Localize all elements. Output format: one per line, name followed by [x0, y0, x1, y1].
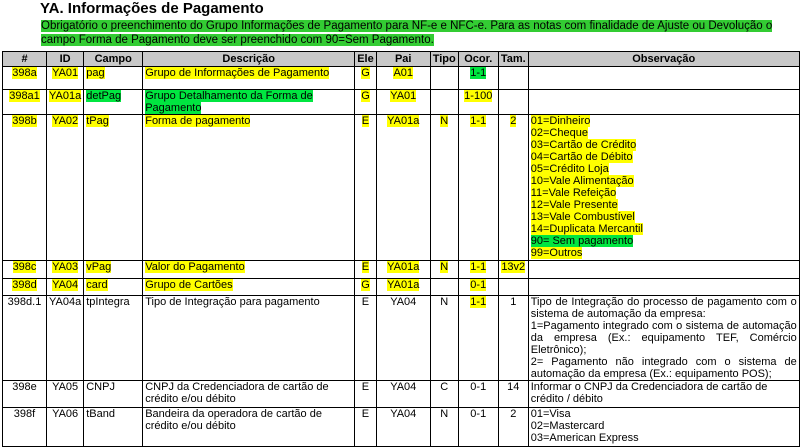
table-row [3, 381, 800, 408]
cell-ele: E [355, 381, 377, 408]
obs-line: 10=Vale Alimentação [530, 175, 634, 187]
obs-line: 14=Duplicata Mercantil [530, 223, 643, 235]
col-header: Descrição [143, 52, 355, 67]
cell-tam [498, 67, 528, 90]
table-row [3, 261, 800, 279]
table-row [3, 115, 800, 261]
obs-line: 04=Cartão de Débito [530, 151, 633, 163]
cell-campo: tPag [84, 115, 143, 261]
fields-table [2, 51, 800, 447]
cell-num: 398a [3, 67, 47, 90]
cell-campo: vPag [84, 261, 143, 279]
cell-pai: YA01a [376, 279, 430, 296]
cell-obs [528, 279, 799, 296]
cell-ele: G [355, 279, 377, 296]
cell-ele: E [355, 115, 377, 261]
cell-ocor: 1-100 [458, 90, 498, 115]
cell-num: 398f [3, 408, 47, 447]
cell-tam [498, 279, 528, 296]
obs-line: 2= Pagamento não integrado com o sistema de automação da empresa (Ex.: equipamento POS); [530, 356, 797, 380]
cell-obs [528, 408, 799, 447]
col-header: Tipo [430, 52, 458, 67]
col-header: Observação [528, 52, 799, 67]
cell-num: 398a1 [3, 90, 47, 115]
cell-tam: 1 [498, 296, 528, 381]
cell-campo: tBand [84, 408, 143, 447]
cell-tipo: N [430, 296, 458, 381]
cell-desc: Grupo Detalhamento da Forma de Pagamento [143, 90, 355, 115]
cell-tipo: N [430, 261, 458, 279]
cell-campo: tpIntegra [84, 296, 143, 381]
cell-campo: detPag [84, 90, 143, 115]
cell-ocor: 1-1 [458, 115, 498, 261]
col-header: # [3, 52, 47, 67]
cell-pai: YA04 [376, 296, 430, 381]
col-header: Pai [376, 52, 430, 67]
table-header-row [3, 52, 800, 67]
obs-line: 1=Pagamento integrado com o sistema de automação da empresa (Ex.: equipamento TEF, Comércio Eletrônico); [530, 320, 797, 356]
col-header: Tam. [498, 52, 528, 67]
cell-id: YA01 [47, 67, 84, 90]
table-row [3, 296, 800, 381]
table-row [3, 279, 800, 296]
intro-paragraph [41, 19, 793, 47]
cell-campo: CNPJ [84, 381, 143, 408]
cell-num: 398c [3, 261, 47, 279]
cell-tam: 13v2 [498, 261, 528, 279]
obs-line: 99=Outros [530, 247, 583, 259]
cell-pai: YA01a [376, 261, 430, 279]
obs-line: 01=Visa [530, 408, 571, 420]
obs-line: 11=Vale Refeição [530, 187, 617, 199]
cell-pai: A01 [376, 67, 430, 90]
cell-campo: pag [84, 67, 143, 90]
obs-line: 13=Vale Combustível [530, 211, 635, 223]
cell-num: 398e [3, 381, 47, 408]
cell-ocor: 0-1 [458, 408, 498, 447]
cell-id: YA01a [47, 90, 84, 115]
col-header: Ocor. [458, 52, 498, 67]
col-header: Campo [84, 52, 143, 67]
cell-num: 398d [3, 279, 47, 296]
cell-id: YA04a [47, 296, 84, 381]
intro-text: Obrigatório o preenchimento do Grupo Informações de Pagamento para NF-e e NFC-e. Para as notas com finalidade de Ajuste ou Devolução o campo Forma de Pagamento deve ser preenchido com 90=Sem Pagamento. [41, 20, 773, 46]
obs-line: 90= Sem pagamento [530, 235, 634, 247]
obs-line: Tipo de Integração do processo de pagamento com o sistema de automação da empresa: [530, 296, 797, 320]
cell-tipo [430, 279, 458, 296]
cell-pai: YA04 [376, 381, 430, 408]
cell-ele: E [355, 261, 377, 279]
cell-desc: Bandeira da operadora de cartão de crédito e/ou débito [143, 408, 355, 447]
table-row [3, 408, 800, 447]
cell-id: YA04 [47, 279, 84, 296]
cell-pai: YA01 [376, 90, 430, 115]
cell-tipo: N [430, 115, 458, 261]
cell-ocor: 1-1 [458, 67, 498, 90]
cell-ele: E [355, 408, 377, 447]
cell-ocor: 1-1 [458, 261, 498, 279]
cell-desc: Valor do Pagamento [143, 261, 355, 279]
cell-id: YA05 [47, 381, 84, 408]
cell-obs [528, 261, 799, 279]
obs-line: 12=Vale Presente [530, 199, 618, 211]
cell-id: YA03 [47, 261, 84, 279]
cell-desc: Tipo de Integração para pagamento [143, 296, 355, 381]
cell-tam [498, 90, 528, 115]
cell-id: YA06 [47, 408, 84, 447]
cell-tipo: N [430, 408, 458, 447]
obs-line: 03=Cartão de Crédito [530, 139, 637, 151]
cell-num: 398d.1 [3, 296, 47, 381]
cell-obs [528, 67, 799, 90]
col-header: ID [47, 52, 84, 67]
cell-num: 398b [3, 115, 47, 261]
obs-line: 05=Crédito Loja [530, 163, 609, 175]
cell-tam: 2 [498, 408, 528, 447]
cell-ele: E [355, 296, 377, 381]
cell-ocor: 0-1 [458, 279, 498, 296]
obs-line: 02=Cheque [530, 127, 588, 139]
cell-desc: Forma de pagamento [143, 115, 355, 261]
cell-pai: YA01a [376, 115, 430, 261]
cell-ele: G [355, 90, 377, 115]
cell-ele: G [355, 67, 377, 90]
table-row [3, 90, 800, 115]
cell-tipo: C [430, 381, 458, 408]
cell-id: YA02 [47, 115, 84, 261]
cell-ocor: 0-1 [458, 381, 498, 408]
section-title: YA. Informações de Pagamento [40, 0, 264, 17]
table-row [3, 67, 800, 90]
obs-line: 03=American Express [530, 432, 639, 444]
cell-obs [528, 90, 799, 115]
cell-tam: 2 [498, 115, 528, 261]
cell-ocor: 1-1 [458, 296, 498, 381]
cell-pai: YA04 [376, 408, 430, 447]
cell-obs [528, 381, 799, 408]
obs-line: 02=Mastercard [530, 420, 605, 432]
cell-tam: 14 [498, 381, 528, 408]
cell-desc: Grupo de Informações de Pagamento [143, 67, 355, 90]
cell-desc: Grupo de Cartões [143, 279, 355, 296]
cell-tipo [430, 67, 458, 90]
cell-campo: card [84, 279, 143, 296]
obs-line: 01=Dinheiro [530, 115, 591, 127]
cell-desc: CNPJ da Credenciadora de cartão de crédito e/ou débito [143, 381, 355, 408]
obs-line: Informar o CNPJ da Credenciadora de cartão de crédito / débito [530, 381, 768, 405]
col-header: Ele [355, 52, 377, 67]
cell-tipo [430, 90, 458, 115]
cell-obs [528, 115, 799, 261]
cell-obs [528, 296, 799, 381]
